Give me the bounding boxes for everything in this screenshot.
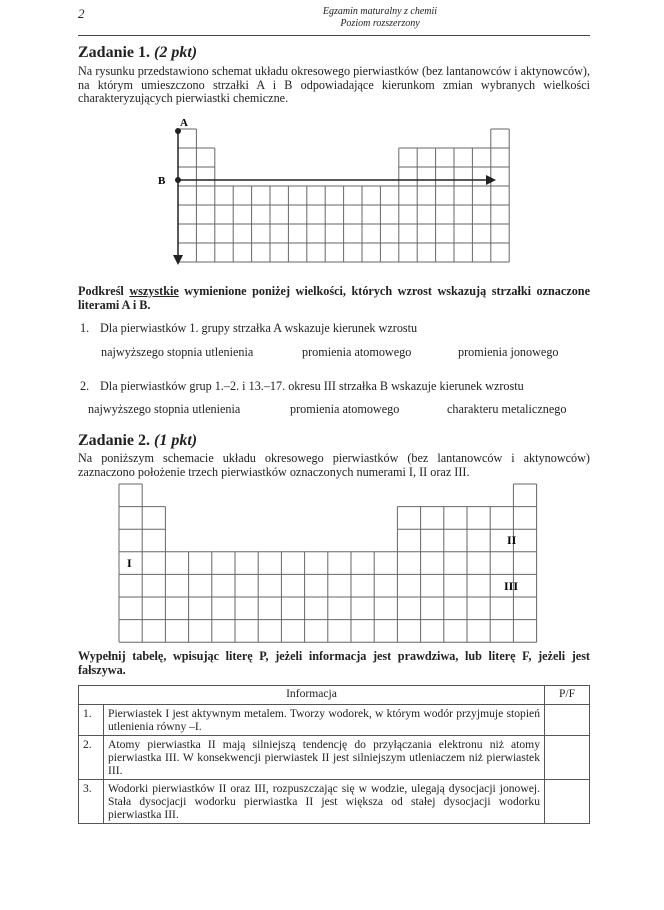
task2-grid <box>119 484 537 642</box>
task2-intro: Na poniższym schemacie układu okresowego pierwiastków (bez lantanowców i aktynowców) zaznaczono położenie trzech pierwiastków oznaczonych numerami I, II oraz III. <box>78 451 590 479</box>
task1-q2-option-2[interactable]: promienia atomowego <box>290 402 400 416</box>
task1-q2-number: 2. <box>80 379 90 393</box>
arrow-b-start <box>175 177 181 183</box>
task1-title <box>78 44 197 62</box>
arrow-a-head <box>173 255 183 265</box>
task1-q1-option-1[interactable]: najwyższego stopnia utlenienia <box>101 345 254 359</box>
table-row <box>79 736 590 780</box>
table-row <box>79 780 590 824</box>
task1-instruction-post: wymienione poniżej wielkości, których wzrost wskazują strzałki oznaczone literami A i B. <box>78 284 590 312</box>
task1-q2-option-3[interactable]: charakteru metalicznego <box>447 402 567 416</box>
task2-title-text: Zadanie 2. <box>78 432 151 449</box>
answer-cell-3[interactable] <box>545 780 590 824</box>
arrow-a-label: A <box>180 117 188 129</box>
row-number: 2. <box>79 736 104 780</box>
task2-periodic-table <box>110 480 560 645</box>
row-text: Pierwiastek I jest aktywnym metalem. Tworzy wodorek, w którym wodór przyjmuje stopień utlenienia równy –I. <box>104 705 545 736</box>
task1-intro: Na rysunku przedstawiono schemat układu okresowego pierwiastków (bez lantanowców i aktynowców), na którym umieszczono strzałki A i B odpowiadające kierunkom zmian wybranych wielkości charakteryzujących pierwiastki chemiczne. <box>78 64 590 105</box>
element-marker-ii: II <box>507 533 517 547</box>
task1-q1-number: 1. <box>80 321 90 335</box>
row-text: Atomy pierwiastka II mają silniejszą tendencję do przyłączania elektronu niż atomy pierwiastka III. W konsekwencji pierwiastek II jest silniejszym utleniaczem niż pierwiastek III. <box>104 736 545 780</box>
element-marker-iii: III <box>504 579 519 593</box>
row-number: 3. <box>79 780 104 824</box>
task2-points: (1 pkt) <box>154 432 198 449</box>
task1-periodic-table <box>140 115 540 273</box>
table-header-info: Informacja <box>79 686 545 705</box>
task1-title-text: Zadanie 1. <box>78 44 151 61</box>
task1-q2-text: Dla pierwiastków grup 1.–2. i 13.–17. okresu III strzałka B wskazuje kierunek wzrostu <box>100 379 524 393</box>
task1-instruction <box>78 285 590 312</box>
task1-q2-option-1[interactable]: najwyższego stopnia utlenienia <box>88 402 241 416</box>
task1-q1-text: Dla pierwiastków 1. grupy strzałka A wskazuje kierunek wzrostu <box>100 321 418 335</box>
row-number: 1. <box>79 705 104 736</box>
table-header-row <box>79 686 590 705</box>
task1-instruction-pre: Podkreśl <box>78 284 130 298</box>
task1-grid <box>178 129 509 262</box>
task1-instruction-underlined: wszystkie <box>129 284 179 298</box>
header-divider <box>78 35 590 36</box>
arrow-b-label: B <box>158 175 166 187</box>
task1-points: (2 pkt) <box>154 44 198 61</box>
answer-cell-2[interactable] <box>545 736 590 780</box>
table-row <box>79 705 590 736</box>
exam-title: Egzamin maturalny z chemii <box>322 6 438 17</box>
row-text: Wodorki pierwiastków II oraz III, rozpuszczając się w wodzie, ulegają dysocjacji jonowej. Stała dysocjacji wodorku pierwiastka II jest większa od stałej dysocjacji wodorku pierwiastka III. <box>104 780 545 824</box>
task2-title <box>78 432 197 450</box>
task1-q1-option-3[interactable]: promienia jonowego <box>458 345 559 359</box>
page-number: 2 <box>78 6 85 21</box>
true-false-table <box>78 685 590 824</box>
element-marker-i: I <box>127 556 132 570</box>
task2-instruction: Wypełnij tabelę, wpisując literę P, jeżeli informacja jest prawdziwa, lub literę F, jeżeli jest fałszywa. <box>78 649 590 677</box>
answer-cell-1[interactable] <box>545 705 590 736</box>
exam-level: Poziom rozszerzony <box>340 18 420 29</box>
table-header-pf: P/F <box>545 686 590 705</box>
task1-q1-option-2[interactable]: promienia atomowego <box>302 345 412 359</box>
